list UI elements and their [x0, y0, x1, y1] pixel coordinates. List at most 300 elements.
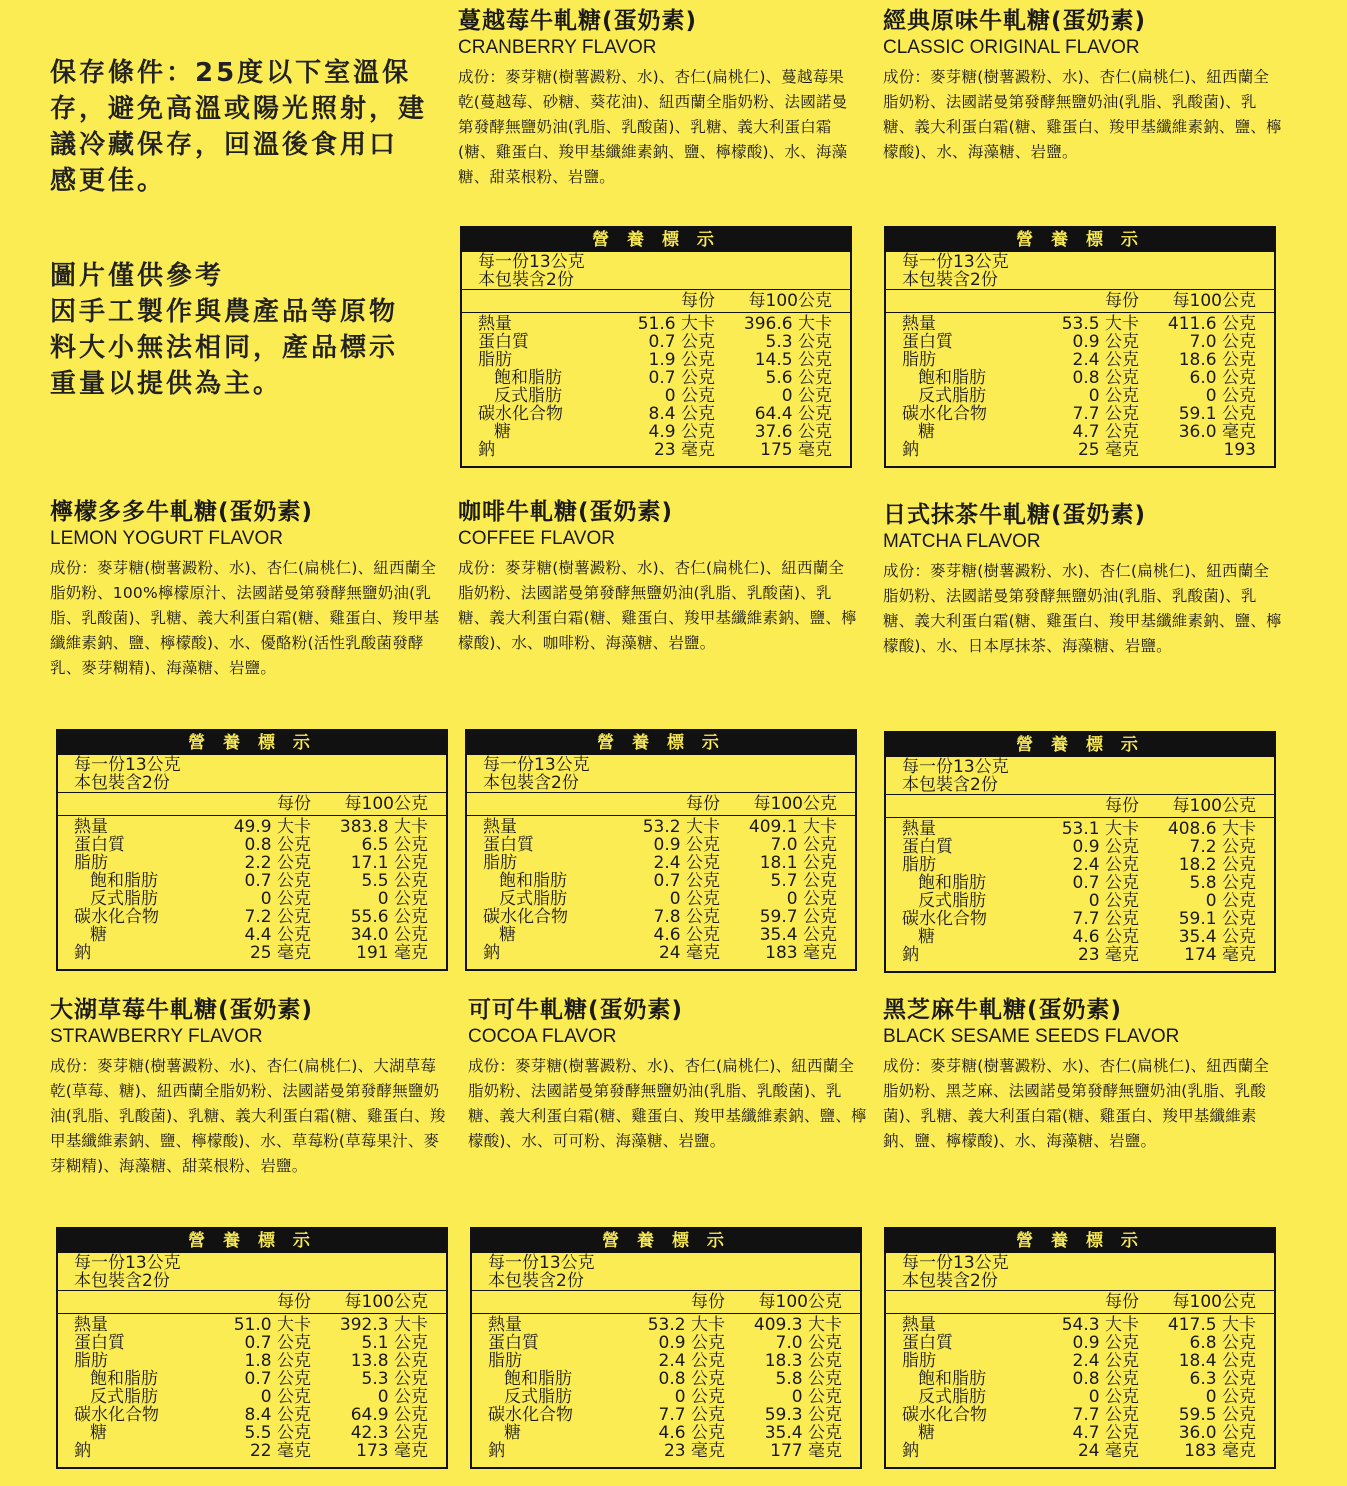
per-serving-value: 0.7 公克	[653, 871, 720, 891]
per-serving-value: 0.8 公克	[1072, 368, 1139, 388]
per-serving-value: 0 公克	[674, 1387, 725, 1407]
per-100g-value: 183 毫克	[765, 943, 837, 963]
per-serving-value: 53.5 大卡	[1061, 314, 1139, 334]
per-serving-value: 0.9 公克	[653, 835, 720, 855]
servings-per-package: 本包裝含2份	[74, 1271, 170, 1291]
product-subtitle: BLACK SESAME SEEDS FLAVOR	[883, 1026, 1180, 1047]
per-100g-value: 37.6 公克	[754, 422, 832, 442]
serving-info	[886, 1253, 1274, 1291]
nutrition-label-header: 營 養 標 示	[467, 731, 855, 755]
product-info	[468, 995, 868, 1154]
per-serving-value: 0 公克	[664, 386, 715, 406]
nutrient-name: 飽和脂肪	[918, 873, 986, 893]
nutrition-row	[58, 1424, 446, 1442]
nutrient-name: 碳水化合物	[483, 907, 568, 927]
nutrition-column-headers	[472, 1291, 860, 1314]
nutrition-row	[886, 1388, 1274, 1406]
per-serving-value: 24 毫克	[1077, 1441, 1139, 1461]
per-serving-value: 8.4 公克	[648, 404, 715, 424]
disclaimer-note-line: 料大小無法相同，產品標示	[50, 333, 399, 363]
nutrition-row	[462, 333, 850, 351]
per-100g-value: 6.5 公克	[361, 835, 428, 855]
per-100g-value: 17.1 公克	[350, 853, 428, 873]
nutrient-name: 碳水化合物	[902, 404, 987, 424]
product-info	[458, 6, 858, 190]
per-serving-value: 2.2 公克	[244, 853, 311, 873]
nutrition-label-header: 營 養 標 示	[886, 228, 1274, 252]
product-ingredients: 成份：麥芽糖(樹薯澱粉、水)、杏仁(扁桃仁)、紐西蘭全脂奶粉、法國諾曼第發酵無鹽奶油(乳脂、乳酸菌)、乳糖、義大利蛋白霜(糖、雞蛋白、羧甲基纖維素鈉、鹽、檸檬酸)、水、可可粉、海藻糖、岩鹽。	[468, 1057, 867, 1150]
product-title: 檸檬多多牛軋糖(蛋奶素)	[50, 499, 314, 525]
per-100g-value: 14.5 公克	[754, 350, 832, 370]
serving-info	[886, 252, 1274, 290]
per-serving-header: 每份	[277, 794, 311, 814]
product-title: 大湖草莓牛軋糖(蛋奶素)	[50, 997, 314, 1023]
nutrient-name: 碳水化合物	[74, 1405, 159, 1425]
nutrient-name: 碳水化合物	[902, 1405, 987, 1425]
nutrition-row	[886, 892, 1274, 910]
nutrition-row	[58, 926, 446, 944]
nutrition-column-headers	[58, 1291, 446, 1314]
product-title: 經典原味牛軋糖(蛋奶素)	[883, 8, 1147, 34]
nutrition-row	[886, 1352, 1274, 1370]
nutrition-row	[886, 1316, 1274, 1334]
per-serving-header: 每份	[277, 1292, 311, 1312]
product-ingredients: 成份：麥芽糖(樹薯澱粉、水)、杏仁(扁桃仁)、紐西蘭全脂奶粉、黑芝麻、法國諾曼第發酵無鹽奶油(乳脂、乳酸菌)、乳糖、義大利蛋白霜(糖、雞蛋白、羧甲基纖維素鈉、鹽、檸檬酸)、水、海藻糖、岩鹽。	[883, 1057, 1270, 1150]
product-title: 黑芝麻牛軋糖(蛋奶素)	[883, 997, 1123, 1023]
per-100g-value: 7.2 公克	[1189, 837, 1256, 857]
nutrient-name: 脂肪	[488, 1351, 522, 1371]
nutrition-label-header: 營 養 標 示	[58, 731, 446, 755]
per-100g-value: 6.3 公克	[1189, 1369, 1256, 1389]
per-100g-header: 每100公克	[748, 291, 832, 311]
per-100g-value: 409.1 大卡	[748, 817, 837, 837]
serving-size: 每一份13公克	[74, 1253, 181, 1273]
per-serving-value: 0.8 公克	[1072, 1369, 1139, 1389]
product-info	[883, 500, 1283, 659]
per-100g-value: 64.9 公克	[350, 1405, 428, 1425]
per-serving-value: 0 公克	[669, 889, 720, 909]
nutrient-name: 鈉	[902, 1441, 919, 1461]
nutrition-column-headers	[467, 793, 855, 816]
nutrient-name: 反式脂肪	[494, 386, 562, 406]
per-100g-header: 每100公克	[753, 794, 837, 814]
per-100g-value: 409.3 大卡	[753, 1315, 842, 1335]
per-serving-value: 23 毫克	[1077, 945, 1139, 965]
nutrition-row	[462, 369, 850, 387]
per-serving-header: 每份	[1105, 291, 1139, 311]
per-100g-value: 191 毫克	[356, 943, 428, 963]
nutrition-column-headers	[886, 1291, 1274, 1314]
servings-per-package: 本包裝含2份	[902, 1271, 998, 1291]
per-serving-value: 0.9 公克	[1072, 1333, 1139, 1353]
per-100g-value: 183 毫克	[1184, 1441, 1256, 1461]
per-100g-header: 每100公克	[758, 1292, 842, 1312]
product-info	[50, 995, 450, 1179]
nutrition-row	[462, 387, 850, 405]
nutrient-name: 反式脂肪	[918, 386, 986, 406]
disclaimer-note-line: 重量以提供為主。	[50, 369, 283, 399]
nutrient-name: 蛋白質	[488, 1333, 539, 1353]
serving-size: 每一份13公克	[902, 757, 1009, 777]
nutrient-name: 脂肪	[74, 1351, 108, 1371]
per-serving-value: 54.3 大卡	[1061, 1315, 1139, 1335]
nutrient-name: 脂肪	[902, 350, 936, 370]
product-ingredients: 成份：麥芽糖(樹薯澱粉、水)、杏仁(扁桃仁)、大湖草莓乾(草莓、糖)、紐西蘭全脂奶粉、法國諾曼第發酵無鹽奶油(乳脂、乳酸菌)、乳糖、義大利蛋白霜(糖、雞蛋白、羧甲基纖維素鈉、鹽、檸檬酸)、水、草莓粉(草莓果汁、麥芽糊精)、海藻糖、甜菜根粉、岩鹽。	[50, 1057, 446, 1175]
per-serving-value: 4.4 公克	[244, 925, 311, 945]
per-100g-value: 5.3 公克	[765, 332, 832, 352]
per-100g-value: 7.0 公克	[1189, 332, 1256, 352]
nutrition-row	[886, 856, 1274, 874]
per-100g-value: 0 公克	[1205, 386, 1256, 406]
per-serving-value: 0.8 公克	[658, 1369, 725, 1389]
per-100g-value: 7.0 公克	[775, 1333, 842, 1353]
per-100g-value: 59.5 公克	[1178, 1405, 1256, 1425]
product-ingredients: 成份：麥芽糖(樹薯澱粉、水)、杏仁(扁桃仁)、蔓越莓果乾(蔓越莓、砂糖、葵花油)、紐西蘭全脂奶粉、法國諾曼第發酵無鹽奶油(乳脂、乳酸菌)、乳糖、義大利蛋白霜(糖、雞蛋白、羧甲基纖維素鈉、鹽、檸檬酸)、水、海藻糖、甜菜根粉、岩鹽。	[458, 68, 848, 186]
per-100g-value: 0 公克	[377, 889, 428, 909]
per-100g-value: 396.6 大卡	[743, 314, 832, 334]
nutrition-label-header: 營 養 標 示	[58, 1229, 446, 1253]
per-serving-value: 0 公克	[1088, 1387, 1139, 1407]
per-100g-value: 18.3 公克	[764, 1351, 842, 1371]
nutrient-name: 碳水化合物	[478, 404, 563, 424]
serving-info	[58, 755, 446, 793]
per-100g-value: 5.1 公克	[361, 1333, 428, 1353]
per-100g-header: 每100公克	[1172, 796, 1256, 816]
per-serving-value: 2.4 公克	[1072, 855, 1139, 875]
nutrient-name: 糖	[918, 422, 935, 442]
per-100g-value: 6.0 公克	[1189, 368, 1256, 388]
per-serving-value: 0.7 公克	[648, 368, 715, 388]
per-serving-value: 8.4 公克	[244, 1405, 311, 1425]
per-100g-value: 35.4 公克	[1178, 927, 1256, 947]
nutrient-name: 熱量	[74, 1315, 108, 1335]
per-100g-value: 177 毫克	[770, 1441, 842, 1461]
nutrition-row	[886, 1424, 1274, 1442]
per-100g-value: 5.5 公克	[361, 871, 428, 891]
serving-size: 每一份13公克	[902, 252, 1009, 272]
nutrient-name: 飽和脂肪	[494, 368, 562, 388]
nutrition-row	[58, 836, 446, 854]
nutrition-row	[886, 838, 1274, 856]
per-serving-value: 4.7 公克	[1072, 1423, 1139, 1443]
nutrition-row	[886, 315, 1274, 333]
nutrient-name: 脂肪	[483, 853, 517, 873]
nutrient-name: 脂肪	[478, 350, 512, 370]
nutrition-column-headers	[462, 290, 850, 313]
per-100g-value: 193	[1223, 440, 1256, 460]
per-100g-header: 每100公克	[344, 794, 428, 814]
nutrition-row	[472, 1406, 860, 1424]
per-100g-value: 408.6 大卡	[1167, 819, 1256, 839]
storage-note-line: 存，避免高溫或陽光照射，建	[50, 94, 428, 124]
per-serving-value: 7.7 公克	[1072, 1405, 1139, 1425]
storage-note-line: 保存條件：25度以下室溫保	[50, 58, 412, 88]
product-subtitle: CLASSIC ORIGINAL FLAVOR	[883, 37, 1140, 58]
per-100g-value: 55.6 公克	[350, 907, 428, 927]
product-subtitle: MATCHA FLAVOR	[883, 531, 1041, 552]
per-serving-value: 53.1 大卡	[1061, 819, 1139, 839]
nutrient-name: 脂肪	[902, 855, 936, 875]
nutrition-label	[56, 729, 448, 971]
per-serving-value: 23 毫克	[653, 440, 715, 460]
nutrition-row	[886, 1370, 1274, 1388]
nutrient-name: 反式脂肪	[504, 1387, 572, 1407]
nutrition-label	[465, 729, 857, 971]
nutrition-row	[472, 1334, 860, 1352]
nutrition-row	[886, 423, 1274, 441]
nutrition-row	[472, 1316, 860, 1334]
nutrition-row	[58, 854, 446, 872]
nutrition-row	[886, 405, 1274, 423]
serving-info	[462, 252, 850, 290]
per-serving-value: 1.9 公克	[648, 350, 715, 370]
nutrition-row	[886, 351, 1274, 369]
nutrition-row	[886, 1406, 1274, 1424]
nutrition-label-header: 營 養 標 示	[472, 1229, 860, 1253]
nutrition-row	[886, 820, 1274, 838]
nutrition-row	[886, 946, 1274, 964]
per-serving-header: 每份	[681, 291, 715, 311]
nutrition-row	[58, 1352, 446, 1370]
serving-info	[467, 755, 855, 793]
nutrition-label-header: 營 養 標 示	[886, 733, 1274, 757]
per-100g-value: 173 毫克	[356, 1441, 428, 1461]
product-subtitle: LEMON YOGURT FLAVOR	[50, 528, 283, 549]
disclaimer-note-line: 圖片僅供參考	[50, 261, 225, 291]
nutrient-name: 鈉	[902, 945, 919, 965]
per-100g-value: 0 公克	[786, 889, 837, 909]
per-serving-value: 7.8 公克	[653, 907, 720, 927]
per-serving-header: 每份	[686, 794, 720, 814]
nutrient-name: 蛋白質	[478, 332, 529, 352]
per-100g-value: 175 毫克	[760, 440, 832, 460]
per-100g-value: 411.6 公克	[1167, 314, 1256, 334]
nutrient-name: 反式脂肪	[918, 1387, 986, 1407]
per-serving-value: 7.2 公克	[244, 907, 311, 927]
per-serving-value: 0 公克	[260, 889, 311, 909]
product-title: 可可牛軋糖(蛋奶素)	[468, 997, 684, 1023]
per-serving-value: 24 毫克	[658, 943, 720, 963]
per-serving-value: 22 毫克	[249, 1441, 311, 1461]
nutrient-name: 碳水化合物	[74, 907, 159, 927]
nutrient-name: 飽和脂肪	[499, 871, 567, 891]
per-100g-value: 0 公克	[791, 1387, 842, 1407]
per-100g-value: 7.0 公克	[770, 835, 837, 855]
nutrition-row	[58, 1406, 446, 1424]
nutrition-column-headers	[58, 793, 446, 816]
nutrient-name: 熱量	[478, 314, 512, 334]
nutrient-name: 糖	[918, 1423, 935, 1443]
per-100g-value: 392.3 大卡	[339, 1315, 428, 1335]
per-100g-value: 34.0 公克	[350, 925, 428, 945]
per-serving-value: 0.9 公克	[1072, 837, 1139, 857]
nutrition-row	[462, 405, 850, 423]
nutrition-row	[886, 874, 1274, 892]
per-100g-value: 0 公克	[781, 386, 832, 406]
nutrition-label	[884, 226, 1276, 468]
per-100g-value: 59.1 公克	[1178, 909, 1256, 929]
per-serving-header: 每份	[1105, 1292, 1139, 1312]
product-title: 日式抹茶牛軋糖(蛋奶素)	[883, 502, 1147, 528]
product-ingredients: 成份：麥芽糖(樹薯澱粉、水)、杏仁(扁桃仁)、紐西蘭全脂奶粉、法國諾曼第發酵無鹽奶油(乳脂、乳酸菌)、乳糖、義大利蛋白霜(糖、雞蛋白、羧甲基纖維素鈉、鹽、檸檬酸)、水、海藻糖、岩鹽。	[883, 68, 1282, 161]
serving-size: 每一份13公克	[74, 755, 181, 775]
nutrient-name: 熱量	[74, 817, 108, 837]
per-serving-value: 0 公克	[1088, 891, 1139, 911]
nutrient-name: 糖	[918, 927, 935, 947]
nutrition-row	[886, 387, 1274, 405]
per-serving-value: 53.2 大卡	[647, 1315, 725, 1335]
nutrient-name: 反式脂肪	[90, 889, 158, 909]
nutrition-row	[886, 1442, 1274, 1460]
storage-note	[50, 55, 427, 199]
per-100g-value: 5.8 公克	[1189, 873, 1256, 893]
per-100g-header: 每100公克	[344, 1292, 428, 1312]
product-ingredients: 成份：麥芽糖(樹薯澱粉、水)、杏仁(扁桃仁)、紐西蘭全脂奶粉、法國諾曼第發酵無鹽奶油(乳脂、乳酸菌)、乳糖、義大利蛋白霜(糖、雞蛋白、羧甲基纖維素鈉、鹽、檸檬酸)、水、咖啡粉、海藻糖、岩鹽。	[458, 559, 857, 652]
per-serving-value: 4.6 公克	[658, 1423, 725, 1443]
nutrient-name: 蛋白質	[74, 1333, 125, 1353]
nutrition-row	[58, 944, 446, 962]
servings-per-package: 本包裝含2份	[902, 270, 998, 290]
nutrient-name: 熱量	[902, 819, 936, 839]
per-100g-value: 59.3 公克	[764, 1405, 842, 1425]
per-100g-value: 64.4 公克	[754, 404, 832, 424]
nutrition-label-header: 營 養 標 示	[886, 1229, 1274, 1253]
per-serving-value: 53.2 大卡	[642, 817, 720, 837]
per-100g-value: 5.6 公克	[765, 368, 832, 388]
product-info	[50, 497, 450, 681]
nutrition-row	[886, 910, 1274, 928]
serving-size: 每一份13公克	[902, 1253, 1009, 1273]
product-subtitle: COCOA FLAVOR	[468, 1026, 617, 1047]
nutrient-name: 反式脂肪	[499, 889, 567, 909]
nutrition-row	[462, 315, 850, 333]
per-serving-value: 7.7 公克	[658, 1405, 725, 1425]
serving-size: 每一份13公克	[478, 252, 585, 272]
per-100g-value: 5.7 公克	[770, 871, 837, 891]
nutrition-label-header: 營 養 標 示	[462, 228, 850, 252]
nutrition-label	[460, 226, 852, 468]
per-100g-value: 18.1 公克	[759, 853, 837, 873]
per-100g-value: 42.3 公克	[350, 1423, 428, 1443]
nutrition-row	[58, 872, 446, 890]
servings-per-package: 本包裝含2份	[488, 1271, 584, 1291]
nutrient-name: 熱量	[902, 314, 936, 334]
nutrient-name: 脂肪	[74, 853, 108, 873]
per-serving-value: 2.4 公克	[658, 1351, 725, 1371]
nutrient-name: 鈉	[488, 1441, 505, 1461]
nutrient-name: 糖	[504, 1423, 521, 1443]
nutrition-row	[472, 1352, 860, 1370]
per-serving-value: 51.0 大卡	[233, 1315, 311, 1335]
nutrition-row	[467, 944, 855, 962]
serving-info	[886, 757, 1274, 795]
per-serving-value: 0.7 公克	[648, 332, 715, 352]
nutrition-row	[58, 1334, 446, 1352]
per-serving-value: 0 公克	[260, 1387, 311, 1407]
nutrition-label	[884, 1227, 1276, 1469]
serving-size: 每一份13公克	[488, 1253, 595, 1273]
servings-per-package: 本包裝含2份	[902, 775, 998, 795]
product-title: 咖啡牛軋糖(蛋奶素)	[458, 499, 674, 525]
nutrient-name: 蛋白質	[74, 835, 125, 855]
per-100g-value: 35.4 公克	[764, 1423, 842, 1443]
per-100g-value: 18.6 公克	[1178, 350, 1256, 370]
nutrient-name: 熱量	[483, 817, 517, 837]
nutrient-name: 反式脂肪	[918, 891, 986, 911]
per-serving-value: 4.7 公克	[1072, 422, 1139, 442]
nutrition-row	[467, 836, 855, 854]
per-serving-value: 0.7 公克	[244, 1333, 311, 1353]
per-serving-value: 1.8 公克	[244, 1351, 311, 1371]
per-100g-value: 59.7 公克	[759, 907, 837, 927]
per-serving-value: 5.5 公克	[244, 1423, 311, 1443]
nutrition-label	[884, 731, 1276, 973]
nutrient-name: 糖	[494, 422, 511, 442]
per-100g-value: 36.0 毫克	[1178, 422, 1256, 442]
per-serving-value: 7.7 公克	[1072, 909, 1139, 929]
servings-per-package: 本包裝含2份	[478, 270, 574, 290]
nutrition-row	[58, 1442, 446, 1460]
nutrition-row	[462, 351, 850, 369]
nutrition-row	[58, 818, 446, 836]
nutrient-name: 糖	[90, 925, 107, 945]
per-100g-value: 5.3 公克	[361, 1369, 428, 1389]
per-serving-value: 4.6 公克	[1072, 927, 1139, 947]
serving-info	[58, 1253, 446, 1291]
nutrition-column-headers	[886, 795, 1274, 818]
per-100g-value: 18.2 公克	[1178, 855, 1256, 875]
nutrition-row	[58, 1316, 446, 1334]
storage-note-line: 議冷藏保存，回溫後食用口	[50, 130, 399, 160]
per-serving-value: 2.4 公克	[653, 853, 720, 873]
per-100g-value: 0 公克	[1205, 1387, 1256, 1407]
nutrient-name: 飽和脂肪	[504, 1369, 572, 1389]
nutrition-row	[58, 890, 446, 908]
nutrient-name: 飽和脂肪	[90, 1369, 158, 1389]
nutrient-name: 糖	[90, 1423, 107, 1443]
nutrition-label	[470, 1227, 862, 1469]
nutrient-name: 飽和脂肪	[918, 1369, 986, 1389]
nutrient-name: 蛋白質	[902, 332, 953, 352]
nutrition-row	[472, 1370, 860, 1388]
per-serving-value: 7.7 公克	[1072, 404, 1139, 424]
per-100g-header: 每100公克	[1172, 1292, 1256, 1312]
per-serving-value: 4.6 公克	[653, 925, 720, 945]
per-100g-value: 35.4 公克	[759, 925, 837, 945]
per-serving-value: 0.9 公克	[1072, 332, 1139, 352]
product-subtitle: STRAWBERRY FLAVOR	[50, 1026, 263, 1047]
nutrition-row	[886, 369, 1274, 387]
per-serving-value: 0.9 公克	[658, 1333, 725, 1353]
nutrition-row	[58, 1370, 446, 1388]
product-info	[883, 995, 1283, 1154]
nutrient-name: 蛋白質	[902, 1333, 953, 1353]
nutrition-row	[467, 890, 855, 908]
nutrition-row	[472, 1388, 860, 1406]
per-100g-value: 0 公克	[1205, 891, 1256, 911]
per-serving-header: 每份	[1105, 796, 1139, 816]
nutrition-row	[472, 1442, 860, 1460]
nutrition-row	[467, 854, 855, 872]
nutrient-name: 鈉	[74, 1441, 91, 1461]
product-ingredients: 成份：麥芽糖(樹薯澱粉、水)、杏仁(扁桃仁)、紐西蘭全脂奶粉、法國諾曼第發酵無鹽奶油(乳脂、乳酸菌)、乳糖、義大利蛋白霜(糖、雞蛋白、羧甲基纖維素鈉、鹽、檸檬酸)、水、日本厚抹茶、海藻糖、岩鹽。	[883, 562, 1282, 655]
nutrition-row	[58, 908, 446, 926]
nutrient-name: 糖	[499, 925, 516, 945]
product-subtitle: CRANBERRY FLAVOR	[458, 37, 657, 58]
nutrition-row	[467, 818, 855, 836]
nutrient-name: 脂肪	[902, 1351, 936, 1371]
nutrition-row	[472, 1424, 860, 1442]
